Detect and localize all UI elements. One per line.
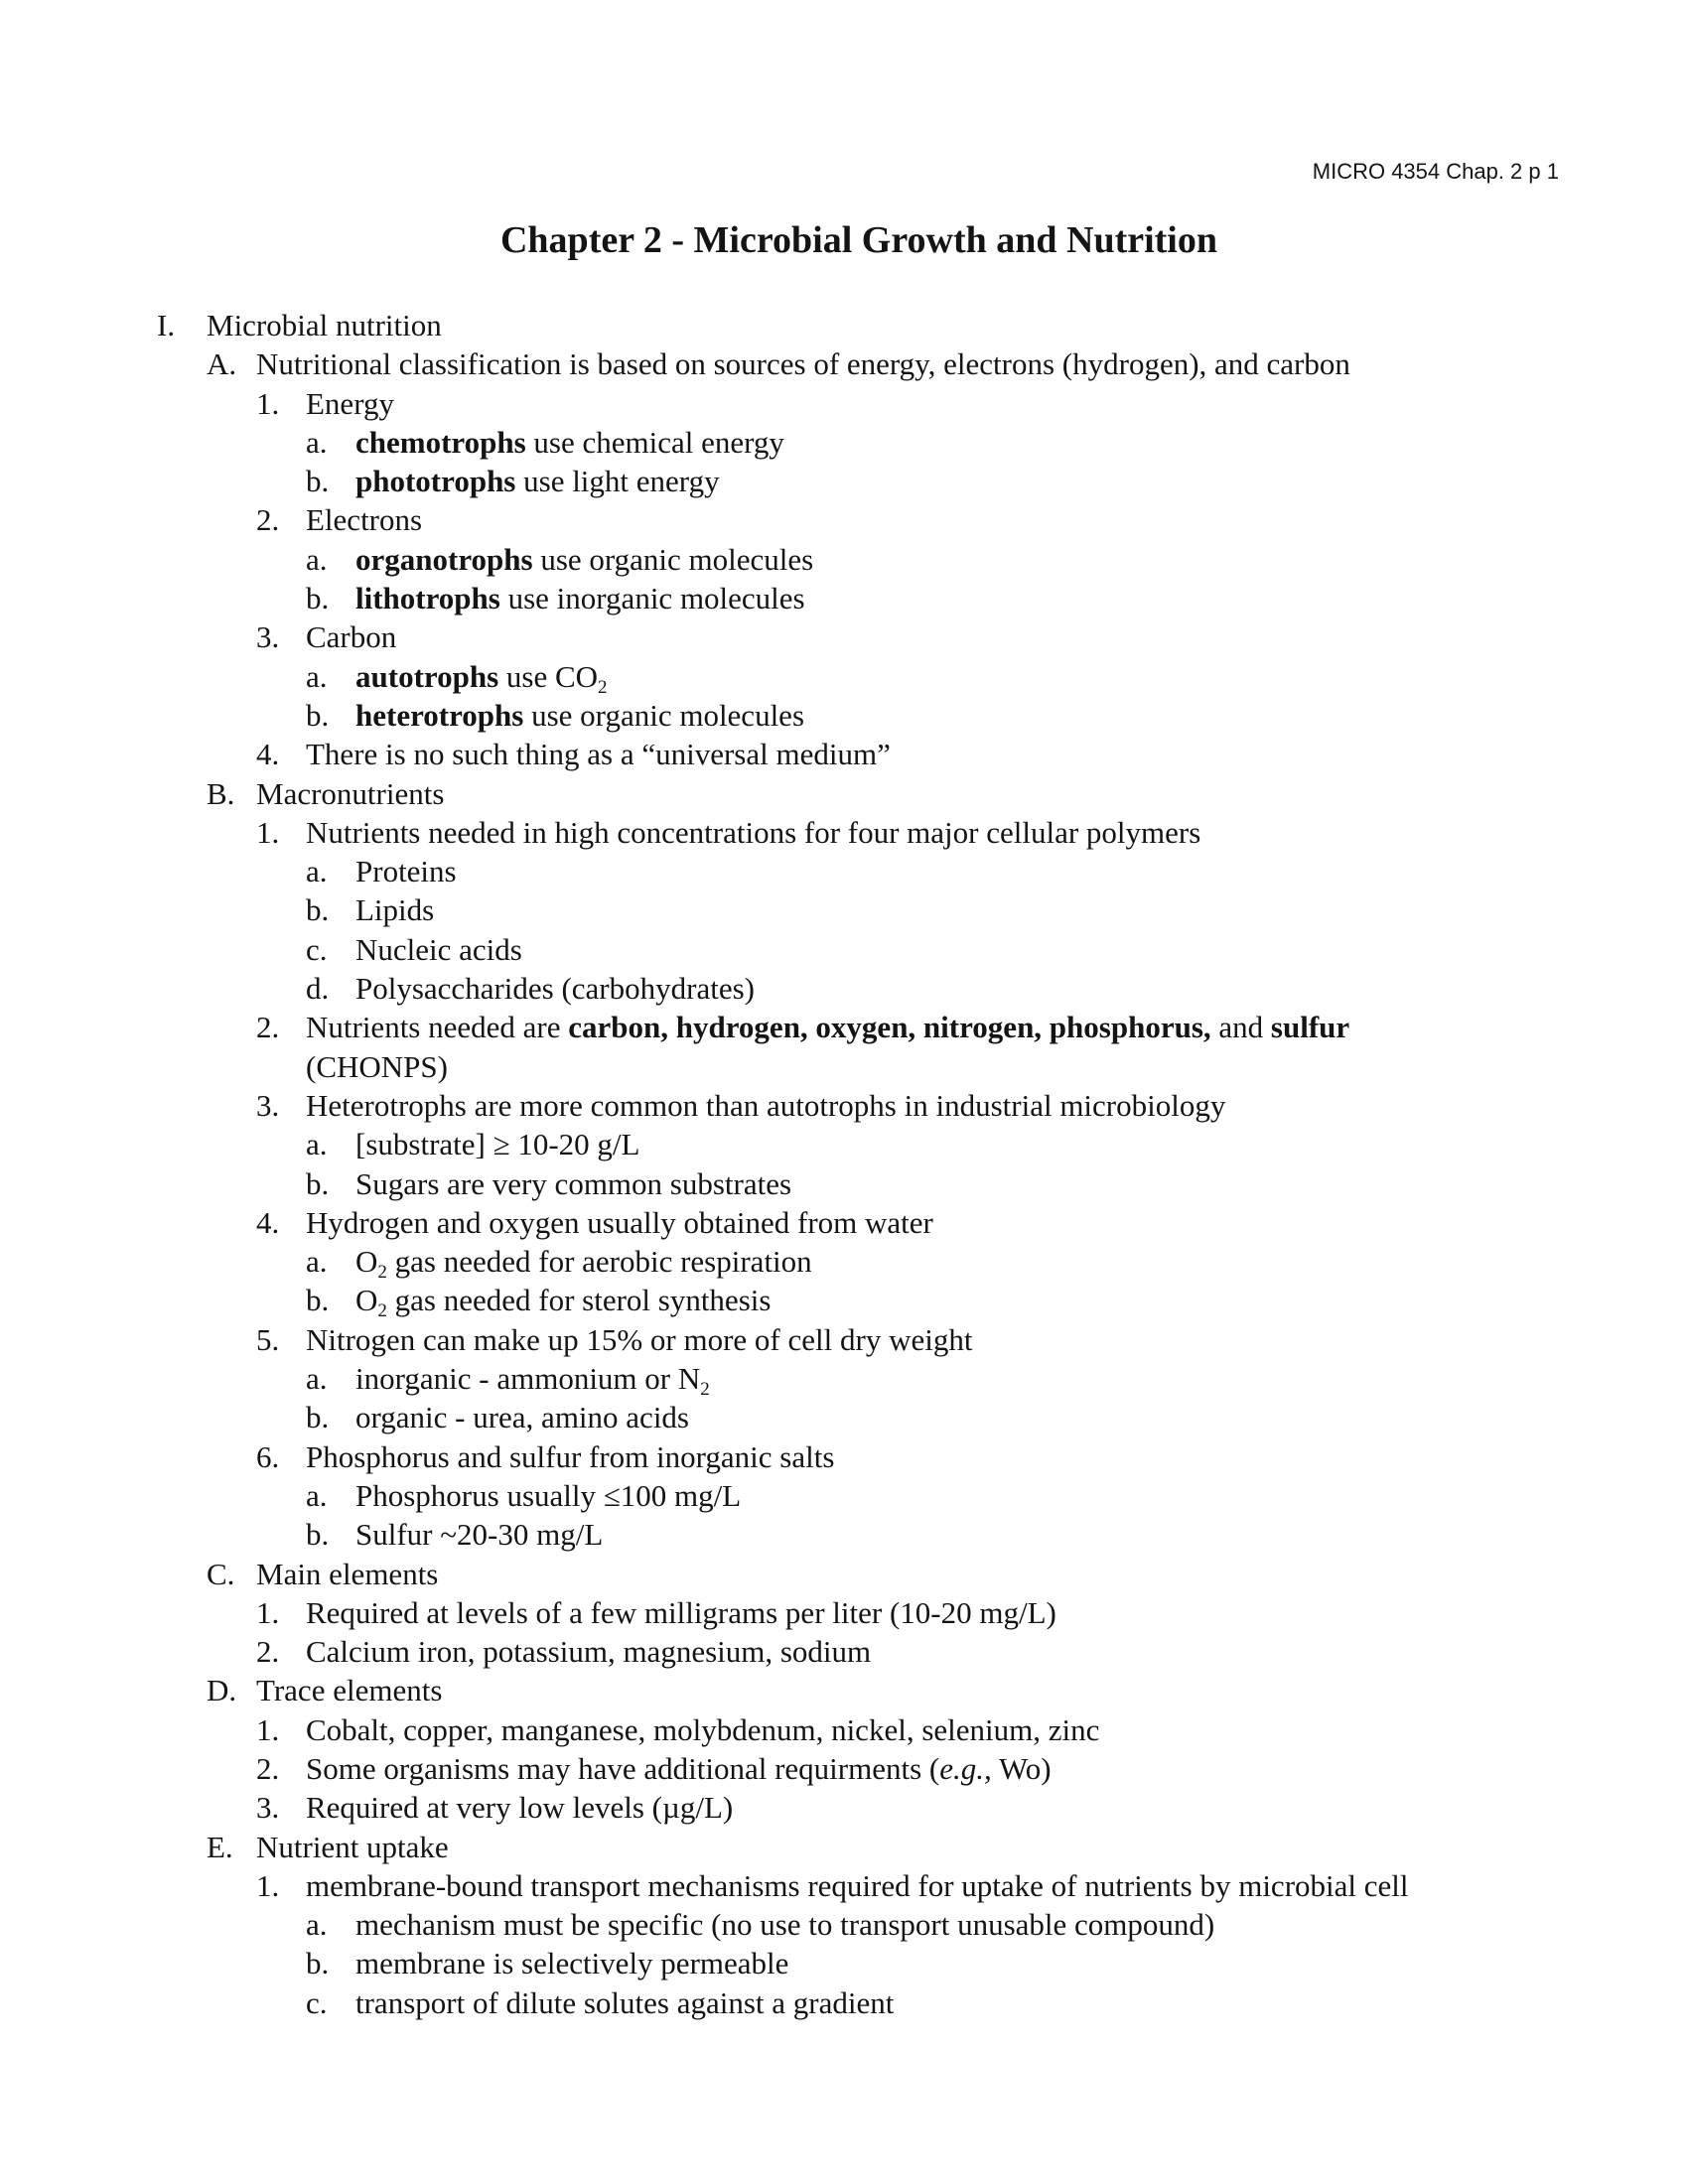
text-run: Nucleic acids: [355, 931, 522, 967]
outline-marker: b.: [306, 1517, 330, 1553]
outline-marker: a.: [306, 1127, 328, 1162]
outline-text: [355, 1281, 1688, 1322]
outline-marker: D.: [207, 1673, 237, 1708]
outline-text: [306, 1320, 1688, 1359]
document-title: Chapter 2 - Microbial Growth and Nutrition: [499, 219, 1218, 261]
outline-text: [355, 1944, 1688, 1982]
outline-item: [0, 890, 1688, 929]
outline-item: [0, 1398, 1688, 1436]
bold-term: sulfur: [1270, 1010, 1350, 1045]
outline-item: [0, 813, 1688, 852]
bold-term: autotrophs: [355, 658, 499, 694]
outline-text: [355, 1515, 1688, 1554]
text-run: use organic molecules: [532, 541, 814, 577]
outline-marker: a.: [306, 424, 328, 460]
outline-item: [0, 1632, 1688, 1671]
text-run: Wo): [991, 1750, 1052, 1786]
outline-marker: 2.: [256, 1634, 280, 1670]
text-run: Macronutrients: [256, 775, 445, 811]
text-run: Some organisms may have additional requirments (: [306, 1750, 940, 1786]
text-run: transport of dilute solutes against a gradient: [355, 1984, 895, 2020]
outline-text: [306, 1086, 1688, 1125]
outline-item: [0, 1866, 1688, 1905]
outline-marker: 5.: [256, 1321, 280, 1357]
text-run: Nutritional classification is based on sources of energy, electrons (hydrogen), and carbon: [256, 346, 1350, 382]
outline-text: [355, 1125, 1688, 1163]
text-run: inorganic - ammonium or N: [355, 1361, 701, 1397]
outline-item: [0, 1476, 1688, 1515]
outline-text: [306, 1203, 1688, 1242]
italic-text: e.g.,: [939, 1750, 992, 1786]
outline-text: [306, 1437, 1688, 1476]
outline-item: [0, 617, 1688, 656]
outline-item: [0, 462, 1688, 500]
text-run: Heterotrophs are more common than autotrophs in industrial microbiology: [306, 1087, 1226, 1123]
outline-text: [355, 890, 1688, 929]
outline-item: [0, 423, 1688, 462]
outline-text: [306, 1008, 1448, 1086]
text-run: Microbial nutrition: [207, 308, 442, 342]
outline-item: [0, 774, 1688, 813]
page-header: MICRO 4354 Chap. 2 p 1: [1312, 159, 1559, 184]
outline-item: [0, 306, 1688, 344]
outline-text: [355, 852, 1688, 890]
outline-item: [0, 384, 1688, 423]
outline-item: [0, 969, 1688, 1008]
outline-text: [306, 1749, 1688, 1788]
text-run: Phosphorus and sulfur from inorganic salts: [306, 1438, 835, 1474]
outline-marker: a.: [306, 658, 328, 694]
outline-text: [355, 579, 1688, 617]
outline-marker: a.: [306, 1361, 328, 1397]
outline-text: [355, 423, 1688, 462]
outline-marker: 2.: [256, 1750, 280, 1786]
text-run: O: [355, 1244, 378, 1280]
outline-item: [0, 1983, 1688, 2022]
outline-marker: 4.: [256, 737, 280, 772]
outline-item: [0, 930, 1688, 969]
outline-marker: b.: [306, 892, 330, 928]
outline-item: [0, 540, 1688, 579]
outline-item: [0, 1437, 1688, 1476]
text-run: use light energy: [515, 464, 720, 499]
outline-item: [0, 696, 1688, 735]
text-run: (CHONPS): [306, 1048, 448, 1084]
outline-text: [355, 462, 1688, 500]
text-run: membrane is selectively permeable: [355, 1946, 789, 1981]
outline-marker: 2.: [256, 1010, 280, 1045]
bold-term: chemotrophs: [355, 424, 526, 460]
text-run: Nitrogen can make up 15% or more of cell dry weight: [306, 1321, 973, 1357]
outline-marker: a.: [306, 541, 328, 577]
outline-marker: 3.: [256, 619, 280, 655]
outline-text: [355, 1905, 1688, 1944]
outline-text: [355, 1983, 1688, 2022]
text-run: Cobalt, copper, manganese, molybdenum, nickel, selenium, zinc: [306, 1711, 1100, 1747]
outline-item: [0, 1944, 1688, 1982]
outline-item: [0, 1555, 1688, 1593]
outline-text: [306, 384, 1688, 423]
outline-marker: B.: [207, 775, 235, 811]
outline-item: [0, 579, 1688, 617]
outline-text: [306, 735, 1688, 773]
outline-text: [256, 1828, 1688, 1866]
bold-term: organotrophs: [355, 541, 533, 577]
text-run: Phosphorus usually ≤100 mg/L: [355, 1477, 742, 1513]
text-run: use CO: [498, 658, 599, 694]
text-run: Polysaccharides (carbohydrates): [355, 971, 755, 1007]
outline-item: [0, 1359, 1688, 1401]
outline-marker: 1.: [256, 385, 280, 421]
outline-text: [256, 344, 1688, 383]
bold-term: carbon, hydrogen, oxygen, nitrogen, phosphorus,: [568, 1010, 1211, 1045]
text-run: Nutrients needed in high concentrations for four major cellular polymers: [306, 814, 1201, 850]
subscript: 2: [598, 676, 608, 698]
outline-marker: 2.: [256, 502, 280, 538]
text-run: Electrons: [306, 502, 423, 538]
outline-item: [0, 1242, 1688, 1284]
text-run: gas needed for sterol synthesis: [386, 1283, 772, 1318]
outline-item: [0, 1125, 1688, 1163]
outline-marker: c.: [306, 931, 328, 967]
outline-text: [355, 930, 1688, 969]
outline-text: [355, 540, 1688, 579]
outline-item: [0, 1008, 1688, 1086]
outline-marker: 6.: [256, 1438, 280, 1474]
outline-item: [0, 1671, 1688, 1709]
outline-marker: I.: [157, 308, 176, 342]
outline-text: [355, 1242, 1688, 1284]
text-run: Carbon: [306, 619, 397, 655]
text-run: Sugars are very common substrates: [355, 1165, 792, 1201]
subscript: 2: [377, 1262, 387, 1284]
outline-text: [355, 696, 1688, 735]
outline-item: [0, 1203, 1688, 1242]
outline-marker: 1.: [256, 1711, 280, 1747]
outline-text: [256, 1555, 1688, 1593]
text-run: Hydrogen and oxygen usually obtained from water: [306, 1204, 933, 1240]
outline-marker: C.: [207, 1556, 235, 1591]
outline-marker: b.: [306, 1946, 330, 1981]
outline-marker: 4.: [256, 1204, 280, 1240]
text-run: and: [1210, 1010, 1271, 1045]
outline-marker: b.: [306, 1165, 330, 1201]
outline-item: [0, 852, 1688, 890]
outline-text: [306, 1788, 1688, 1827]
outline-item: [0, 1905, 1688, 1944]
text-run: use inorganic molecules: [499, 581, 805, 616]
outline-marker: b.: [306, 464, 330, 499]
outline-marker: 1.: [256, 1867, 280, 1903]
text-run: Main elements: [256, 1556, 439, 1591]
text-run: gas needed for aerobic respiration: [386, 1244, 812, 1280]
outline-text: [256, 774, 1688, 813]
outline-text: [355, 657, 1688, 696]
outline-marker: 1.: [256, 814, 280, 850]
outline-text: [306, 813, 1688, 852]
outline-marker: b.: [306, 1283, 330, 1318]
outline-item: [0, 344, 1688, 383]
text-run: use organic molecules: [523, 697, 805, 733]
outline-item: [0, 1164, 1688, 1203]
outline-item: [0, 1788, 1688, 1827]
outline-item: [0, 1320, 1688, 1359]
outline-marker: 3.: [256, 1087, 280, 1123]
outline-marker: E.: [207, 1829, 233, 1864]
outline-item: [0, 500, 1688, 539]
text-run: Lipids: [355, 892, 435, 928]
outline: [0, 306, 1688, 2022]
outline-item: [0, 735, 1688, 773]
text-run: Calcium iron, potassium, magnesium, sodium: [306, 1634, 872, 1670]
outline-marker: 3.: [256, 1790, 280, 1826]
outline-item: [0, 1749, 1688, 1788]
text-run: O: [355, 1283, 378, 1318]
outline-marker: a.: [306, 1907, 328, 1943]
bold-term: lithotrophs: [355, 581, 500, 616]
outline-text: [306, 1593, 1688, 1632]
outline-text: [355, 1398, 1688, 1436]
outline-item: [0, 657, 1688, 696]
text-run: There is no such thing as a “universal medium”: [306, 737, 891, 772]
bold-term: heterotrophs: [355, 697, 524, 733]
outline-marker: c.: [306, 1984, 328, 2020]
outline-text: [306, 1710, 1688, 1749]
text-run: Trace elements: [256, 1673, 443, 1708]
text-run: Energy: [306, 385, 394, 421]
outline-text: [256, 1671, 1688, 1709]
text-run: Required at levels of a few milligrams per liter (10-20 mg/L): [306, 1594, 1056, 1630]
outline-text: [306, 1632, 1688, 1671]
bold-term: phototrophs: [355, 464, 516, 499]
outline-text: [306, 617, 1688, 656]
outline-marker: a.: [306, 1477, 328, 1513]
outline-marker: A.: [207, 346, 237, 382]
outline-marker: b.: [306, 1400, 330, 1435]
outline-item: [0, 1281, 1688, 1322]
text-run: organic - urea, amino acids: [355, 1400, 689, 1435]
text-run: membrane-bound transport mechanisms required for uptake of nutrients by microbial cell: [306, 1867, 1409, 1903]
outline-marker: a.: [306, 854, 328, 889]
outline-text: [355, 1164, 1688, 1203]
subscript: 2: [377, 1300, 387, 1322]
text-run: Sulfur ~20-30 mg/L: [355, 1517, 604, 1553]
text-run: Required at very low levels (µg/L): [306, 1790, 734, 1826]
text-run: mechanism must be specific (no use to transport unusable compound): [355, 1907, 1215, 1943]
outline-text: [355, 1476, 1688, 1515]
text-run: use chemical energy: [525, 424, 784, 460]
outline-marker: b.: [306, 581, 330, 616]
outline-item: [0, 1515, 1688, 1554]
outline-text: [306, 1866, 1688, 1905]
outline-text: [355, 969, 1688, 1008]
outline-item: [0, 1828, 1688, 1866]
text-run: Nutrients needed are: [306, 1010, 569, 1045]
outline-item: [0, 1593, 1688, 1632]
outline-marker: b.: [306, 697, 330, 733]
subscript: 2: [700, 1379, 710, 1401]
outline-marker: a.: [306, 1244, 328, 1280]
outline-item: [0, 1086, 1688, 1125]
outline-text: [207, 306, 1688, 344]
text-run: Proteins: [355, 854, 457, 889]
outline-text: [355, 1359, 1688, 1401]
outline-text: [306, 500, 1688, 539]
outline-marker: d.: [306, 971, 330, 1007]
text-run: Nutrient uptake: [256, 1829, 449, 1864]
outline-marker: 1.: [256, 1594, 280, 1630]
outline-item: [0, 1710, 1688, 1749]
text-run: [substrate] ≥ 10-20 g/L: [355, 1127, 640, 1162]
